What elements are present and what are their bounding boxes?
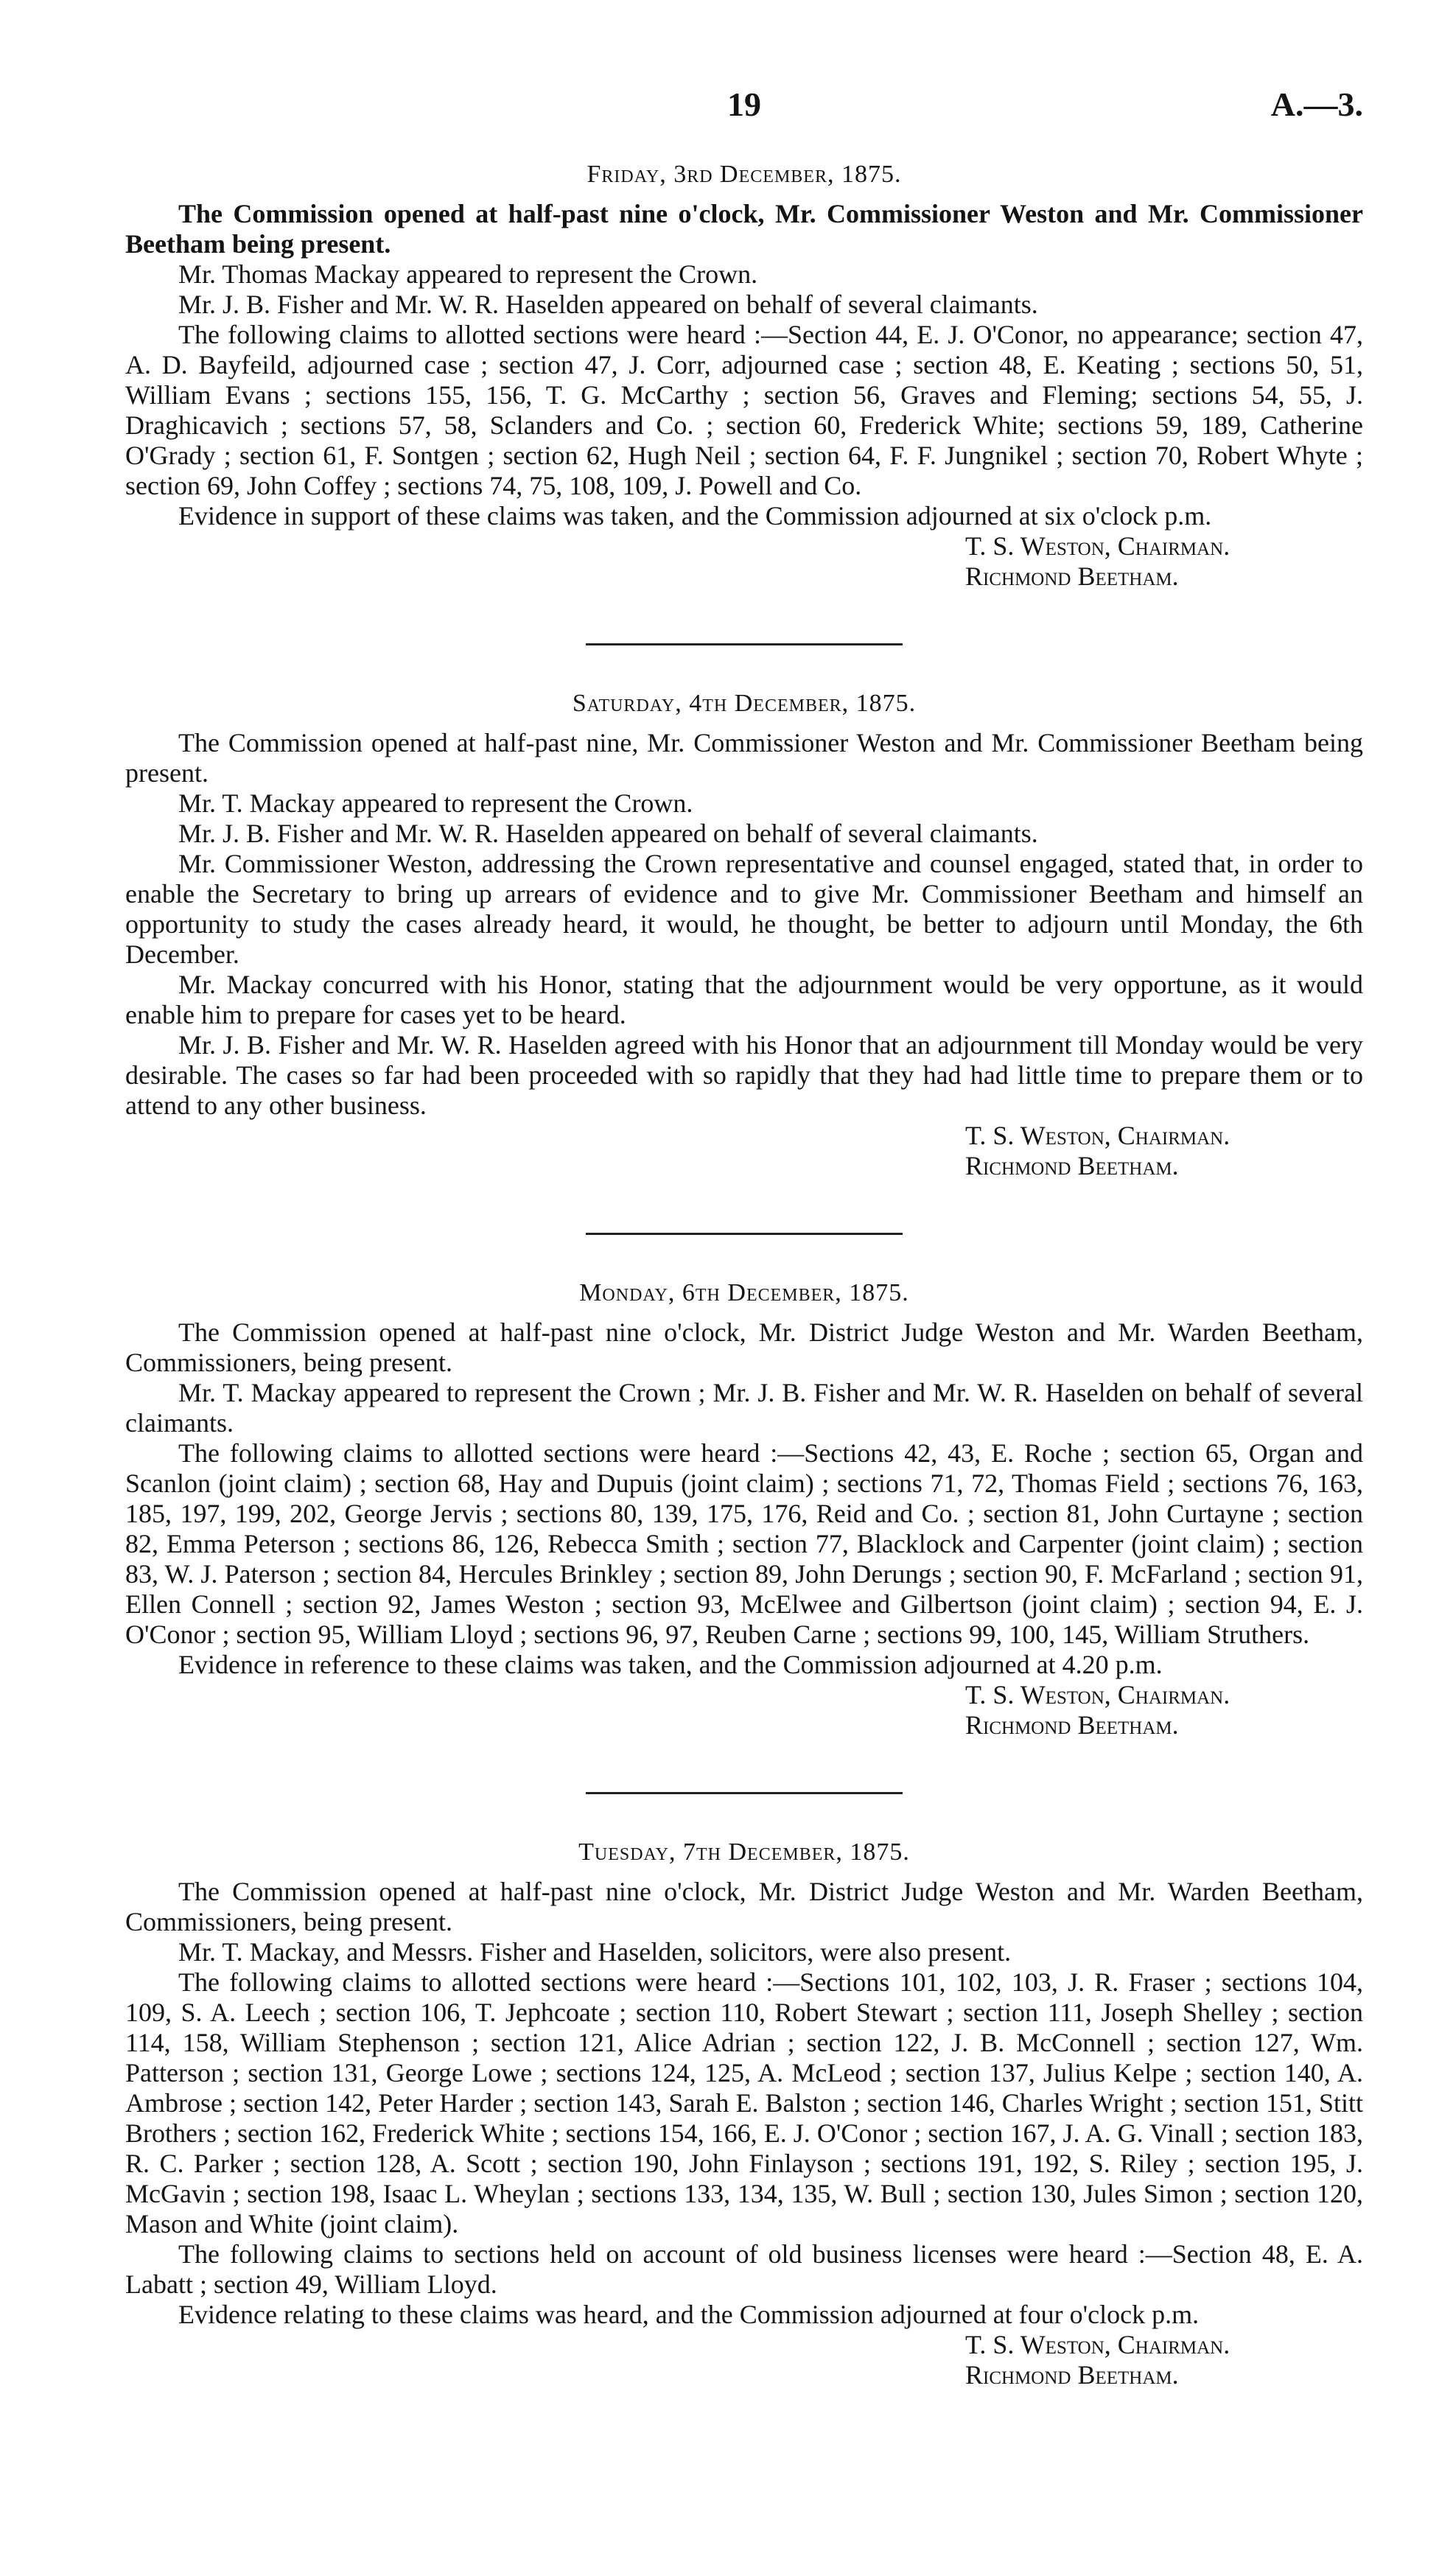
paragraph: Mr. T. Mackay, and Messrs. Fisher and Haselden, solicitors, were also present. [178,1937,1012,1967]
signature-block [965,531,1363,592]
signature-commissioner: Richmond Beetham. [965,1710,1179,1740]
paragraph: Mr. Mackay concurred with his Honor, stating that the adjournment would be very opportune, as it would enable him to prepare for cases yet to be heard. [125,970,1363,1029]
paragraph: The Commission opened at half-past nine o'clock, Mr. District Judge Weston and Mr. Warden Beetham, Commissioners, being present. [125,1317,1363,1377]
paragraph: The following claims to allotted sections were heard :—Section 44, E. J. O'Conor, no appearance; section 47, A. D. Bayfeild, adjourned case ; section 47, J. Corr, adjourned case ; section 48, E. Keating ; sections 50, 51, William Evans ; sections 155, 156, T. G. McCarthy ; section 56, Graves and Fleming; sections 54, 55, J. Draghicavich ; sections 57, 58, Sclanders and Co. ; section 60, Frederick White; sections 59, 189, Catherine O'Grady ; section 61, F. Sontgen ; section 62, Hugh Neil ; section 64, F. F. Jungnikel ; section 70, Robert Whyte ; section 69, John Coffey ; sections 74, 75, 108, 109, J. Powell and Co. [125,320,1363,500]
paragraph: Mr. J. B. Fisher and Mr. W. R. Haselden appeared on behalf of several claimants. [178,290,1038,319]
signature-chairman: T. S. Weston, Chairman. [965,531,1230,561]
day-date: Saturday, 4th December, 1875. [572,690,917,717]
day-date: Monday, 6th December, 1875. [579,1279,909,1306]
day-section-saturday [125,690,1363,1181]
signature-block [965,1121,1363,1181]
document-page [125,0,1363,2390]
day-section-friday [125,161,1363,592]
day-date: Friday, 3rd December, 1875. [587,161,902,188]
paragraph: The following claims to allotted sections were heard :—Sections 42, 43, E. Roche ; section 65, Organ and Scanlon (joint claim) ; section 68, Hay and Dupuis (joint claim) ; sections 71, 72, Thomas Field ; sections 76, 163, 185, 197, 199, 202, George Jervis ; sections 80, 139, 175, 176, Reid and Co. ; section 81, John Curtayne ; section 82, Emma Peterson ; sections 86, 126, Rebecca Smith ; section 77, Blacklock and Carpenter (joint claim) ; section 83, W. J. Paterson ; section 84, Hercules Brinkley ; section 89, John Derungs ; section 90, F. McFarland ; section 91, Ellen Connell ; section 92, James Weston ; section 93, McElwee and Gilbertson (joint claim) ; section 94, E. J. O'Conor ; section 95, William Lloyd ; sections 96, 97, Reuben Carne ; sections 99, 100, 145, William Struthers. [125,1438,1363,1649]
paragraph: The Commission opened at half-past nine o'clock, Mr. District Judge Weston and Mr. Warden Beetham, Commissioners, being present. [125,1877,1363,1936]
paragraph: Mr. T. Mackay appeared to represent the Crown ; Mr. J. B. Fisher and Mr. W. R. Haselden on behalf of several claimants. [125,1378,1363,1438]
section-divider [586,643,903,645]
paragraph: Evidence in reference to these claims was taken, and the Commission adjourned at 4.20 p.m. [178,1650,1163,1679]
day-section-tuesday [125,1838,1363,2390]
paragraph: The Commission opened at half-past nine o'clock, Mr. Commissioner Weston and Mr. Commissioner Beetham being present. [125,199,1363,259]
signature-chairman: T. S. Weston, Chairman. [965,1121,1230,1150]
signature-block [965,1680,1363,1740]
day-section-monday [125,1279,1363,1740]
section-divider [586,1792,903,1794]
paragraph: Mr. T. Mackay appeared to represent the Crown. [178,788,693,818]
signature-chairman: T. S. Weston, Chairman. [965,1680,1230,1709]
paragraph: The following claims to allotted sections were heard :—Sections 101, 102, 103, J. R. Fraser ; sections 104, 109, S. A. Leech ; section 106, T. Jephcoate ; section 110, Robert Stewart ; section 111, Joseph Shelley ; section 114, 158, William Stephenson ; section 121, Alice Adrian ; section 122, J. B. McConnell ; section 127, Wm. Patterson ; section 131, George Lowe ; sections 124, 125, A. McLeod ; section 137, Julius Kelpe ; section 140, A. Ambrose ; section 142, Peter Harder ; section 143, Sarah E. Balston ; section 146, Charles Wright ; section 151, Stitt Brothers ; section 162, Frederick White ; sections 154, 166, E. J. O'Conor ; section 167, J. A. G. Vinall ; section 183, R. C. Parker ; section 128, A. Scott ; section 190, John Finlayson ; sections 191, 192, S. Riley ; section 195, J. McGavin ; section 198, Isaac L. Wheylan ; sections 133, 134, 135, W. Bull ; section 130, Jules Simon ; section 120, Mason and White (joint claim). [125,1967,1363,2239]
paragraph: The following claims to sections held on account of old business licenses were heard :—Section 48, E. A. Labatt ; section 49, William Lloyd. [125,2239,1363,2299]
signature-commissioner: Richmond Beetham. [965,1151,1179,1180]
section-divider [586,1233,903,1235]
signature-commissioner: Richmond Beetham. [965,2360,1179,2390]
day-heading [125,1838,1363,1866]
signature-block [965,2330,1363,2390]
signature-commissioner: Richmond Beetham. [965,561,1179,591]
page-header [125,0,1363,133]
paragraph: Mr. Thomas Mackay appeared to represent the Crown. [178,259,758,289]
signature-chairman: T. S. Weston, Chairman. [965,2330,1230,2359]
paragraph: Mr. Commissioner Weston, addressing the Crown representative and counsel engaged, stated that, in order to enable the Secretary to bring up arrears of evidence and to give Mr. Commissioner Beetham and himself an opportunity to study the cases already heard, it would, he thought, be better to adjourn until Monday, the 6th December. [125,849,1363,969]
paragraph: Mr. J. B. Fisher and Mr. W. R. Haselden appeared on behalf of several claimants. [178,819,1038,848]
paragraph: Evidence in support of these claims was taken, and the Commission adjourned at six o'clock p.m. [178,501,1212,531]
paragraph: Mr. J. B. Fisher and Mr. W. R. Haselden agreed with his Honor that an adjournment till Monday would be very desirable. The cases so far had been proceeded with so rapidly that they had had little time to prepare them or to attend to any other business. [125,1030,1363,1120]
page-number: 19 [727,85,761,123]
day-heading [125,690,1363,718]
page-reference: A.—3. [1270,85,1363,123]
day-heading [125,1279,1363,1307]
paragraph: The Commission opened at half-past nine, Mr. Commissioner Weston and Mr. Commissioner Beetham being present. [125,728,1363,788]
day-date: Tuesday, 7th December, 1875. [578,1838,910,1866]
paragraph: Evidence relating to these claims was heard, and the Commission adjourned at four o'clock p.m. [178,2300,1200,2329]
day-heading [125,161,1363,189]
